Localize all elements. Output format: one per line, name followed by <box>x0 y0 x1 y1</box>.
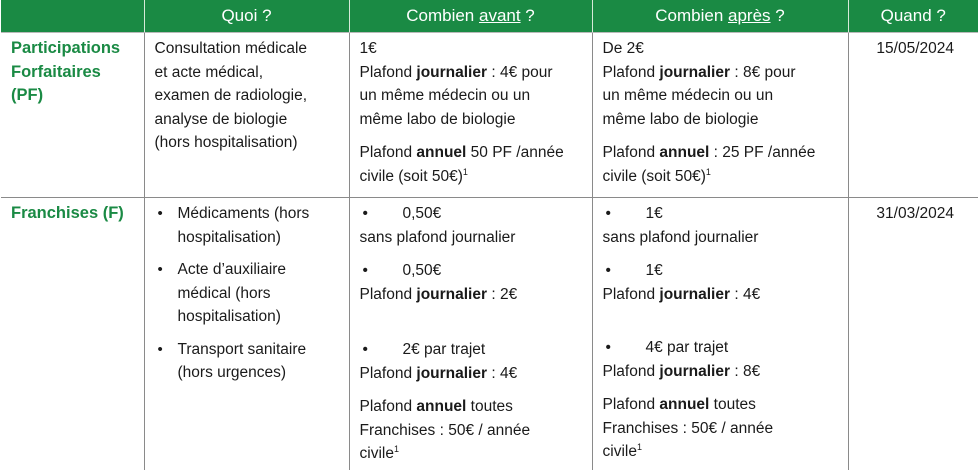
header-avant: Combien avant ? <box>349 0 592 33</box>
bullet-icon: • <box>603 259 646 283</box>
bullet-icon: • <box>360 338 403 362</box>
pf-date: 15/05/2024 <box>876 40 954 57</box>
bullet-icon: • <box>603 336 646 360</box>
row-franchises <box>1 198 978 470</box>
header-apres: Combien après ? <box>592 0 848 33</box>
bullet-icon: • <box>603 202 646 226</box>
row-participations-forfaitaires <box>1 33 978 198</box>
bullet-icon: • <box>158 202 163 226</box>
pf-quoi-cell: Consultation médicale et acte médical, examen de radiologie, analyse de biologie (hors hospitalisation) <box>144 33 349 198</box>
row-label-franchises: Franchises (F) <box>1 198 144 470</box>
pf-quand-cell <box>848 33 978 198</box>
pf-avant-cell: 1€ Plafond journalier : 4€ pour un même médecin ou un même labo de biologie Plafond annuel 50 PF /année civile (soit 50€)$^1$ <box>349 33 592 198</box>
bullet-icon: • <box>158 338 163 362</box>
comparison-table <box>1 0 978 470</box>
header-quoi: Quoi ? <box>144 0 349 33</box>
row-label-pf: Participations Forfaitaires (PF) <box>1 33 144 198</box>
f-date: 31/03/2024 <box>876 205 954 222</box>
f-quoi-cell <box>144 198 349 470</box>
header-quand: Quand ? <box>848 0 978 33</box>
header-empty <box>1 0 144 33</box>
list-item: • Acte d’auxiliaire médical (hors hospitalisation) <box>155 258 341 329</box>
header-row <box>1 0 978 33</box>
pf-apres-cell: De 2€ Plafond journalier : 8€ pour un même médecin ou un même labo de biologie Plafond annuel : 25 PF /année civile (soit 50€)$^1$ <box>592 33 848 198</box>
list-item: • Transport sanitaire (hors urgences) <box>155 338 341 385</box>
f-quand-cell <box>848 198 978 470</box>
list-item: • Médicaments (hors hospitalisation) <box>155 202 341 249</box>
bullet-icon: • <box>360 202 403 226</box>
f-apres-cell: • 1€ sans plafond journalier • 1€ Plafond journalier : 4€ • 4€ par trajet Plafond journalier : 8€ Plafond annuel toutes Franchises : 50€ / année civile$^1$ <box>592 198 848 470</box>
bullet-icon: • <box>158 258 163 282</box>
bullet-icon: • <box>360 259 403 283</box>
f-quoi-list <box>155 202 341 385</box>
f-avant-cell: • 0,50€ sans plafond journalier • 0,50€ Plafond journalier : 2€ • 2€ par trajet Plafond journalier : 4€ Plafond annuel toutes Franchises : 50€ / année civile$^1$ <box>349 198 592 470</box>
